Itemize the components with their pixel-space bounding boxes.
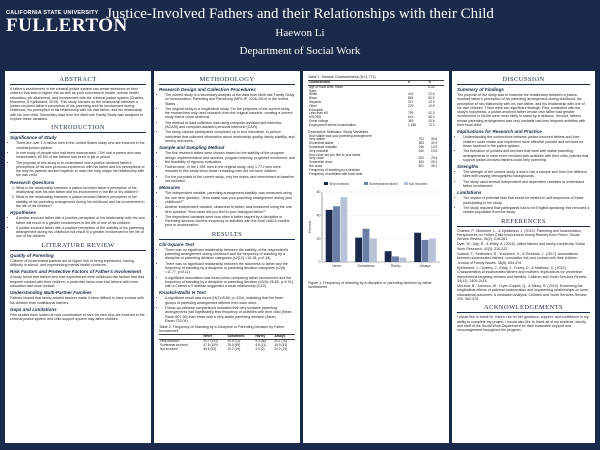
- table-cell: 18.9 (43): [274, 342, 288, 347]
- table-cell: 20.8: [428, 118, 435, 123]
- table-header-cell: Characteristic: [308, 81, 407, 86]
- table-cell: 240: [418, 148, 424, 153]
- list-item: 1. What is the relationship between a justice-involved father's perception of his relationship with his own father and his involvement in the life of his children?: [16, 186, 146, 195]
- method-list-2: [159, 151, 295, 183]
- list-item: • The method of data collection was using computer-assisted self-interview (ACASI) and computer-assisted personal interview (CAPI).: [165, 121, 295, 130]
- bar-chart: [308, 178, 444, 274]
- reference-item: Kjellstrand, J., Cearley, J., Eddy, J., Foney, D., & Martinez, C. (2012). Characteristics of incarcerated fathers and mothers: Implications for preventive interventions targeting children and families. Children and Youth Services Review, 34(12), 2409-2415.: [457, 265, 587, 283]
- method-sub2: Sample and Sampling Method: [159, 145, 225, 151]
- bar: [363, 229, 370, 262]
- table-cell: 45.2: [431, 163, 438, 168]
- legend-swatch: [324, 182, 328, 185]
- table-cell: Somewhat involved: [160, 342, 188, 347]
- table-cell: 401: [408, 92, 414, 97]
- table-cell: 12.9: [428, 103, 435, 108]
- table-cell: Employment before incarceration: [309, 122, 356, 127]
- bar: [370, 239, 377, 263]
- lit-sub4: Gaps and Limitations: [10, 306, 57, 312]
- table-cell: [430, 173, 444, 177]
- results-list-1: [159, 248, 295, 289]
- list-item: • The original study is a longitudinal study. For the purposes of the current study the researchers only used research from the original baseline, creating a current study that is cross-sectional.: [165, 107, 295, 120]
- table-cell: 50.5: [428, 96, 435, 101]
- legend-label: Somewhat involved: [369, 182, 398, 187]
- table-header-cell: Rarely: [254, 335, 273, 340]
- list-item: • Another independent variable, closeness to father, was measured using the one item question "How close did you feel to your biological father?": [165, 205, 295, 214]
- methodology-heading: METHODOLOGY: [159, 76, 295, 85]
- list-item: • The current study is a secondary analysis of the data from Multi-site Family Study on Incarceration, Parenting and Partnering (MFS-IP, 2008-2014) in the United States.: [165, 93, 295, 106]
- list-item: • There was no significant relationship between the closeness to father and the frequency of standing by a discipline or parenting decision categories (x2(8) =11.77, p=0.11).: [165, 262, 295, 275]
- y-tick-label: 0: [318, 260, 321, 265]
- disc-p1: The purpose of the study was to examine the relationship between a justice-involved father's perception of his parenting arrangement during childhood, his perception of his relationship with his own father, and his relationship with one of his own children. There were two significant findings. First, consistent with the study's hypothesis, a justice-involved father whose own father had greater involvement in his life were more likely to stand by a decision. Second, fathers whose parenting arrangement was very unstable had less frequent activities with their focal child.: [457, 93, 586, 128]
- lit-p1: Children of incarcerated parents are at higher risk of being imprisoned, having difficulty in school, and experiencing mental health concerns.: [10, 258, 134, 268]
- table-cell: 583: [418, 141, 424, 146]
- list-item: • The study required that participants had to be English-speaking; this removed a certain population from the study.: [463, 206, 590, 215]
- disc-sub1: Summary of Findings: [457, 87, 504, 92]
- bar: [355, 238, 362, 262]
- table-cell: Somewhat stable: [309, 141, 334, 146]
- table-cell: Very close: [309, 156, 324, 161]
- table-cell: 1,245: [408, 122, 417, 127]
- lit-p4: Few studies have looked at how coordination of care for men who are involved in the criminal justice system and child support system may affect children.: [10, 312, 145, 322]
- results-table-caption: Table 2: Frequency of Standing by a Discipline or Parenting Decision by Father Involvement: [159, 325, 285, 334]
- bar: [333, 207, 340, 263]
- abstract-text: A father's involvement in the criminal justice system can create stressors on their children that lead to higher risk as well as poor outcomes in health, mental health, education, job attainment, and involvement with the criminal justice system (Charles, Muentner, & Kjellstrand, 2019). This study focuses on the relationship between a justice-involved father's perception of his parenting and his involvement during childhood, his perception of his relationship with his own father, and his relationship with his own child. Secondary data from the Multi-site Family Study was analyzed to explore these variables.: [10, 87, 145, 122]
- table-cell: Race: [309, 88, 317, 93]
- bar: [429, 239, 436, 263]
- introduction-heading: INTRODUCTION: [10, 124, 146, 133]
- list-item: • The study used several independent and dependent variables to understand father involvement.: [463, 180, 590, 189]
- y-tick-label: 60: [316, 190, 321, 195]
- figure-1: [308, 178, 444, 289]
- table-cell: White: [309, 92, 318, 97]
- list-item: • The study capture participants completed up to four interviews, in-person interviews that collected information about relationship quality, family stability, and reentry outcomes.: [165, 130, 295, 143]
- list-item: • A significant association was found when comparing father involvement and the frequency of standing by a discipline or parenting decision (x2(8)=26.85, p=0.01), with a Cramer's V statistic suggested a weak relationship (0.10).: [165, 276, 295, 289]
- table-cell: Some college: [309, 118, 329, 123]
- table-header-cell: Always: [273, 335, 295, 340]
- table-row: [159, 348, 295, 352]
- table-header-cell: Never: [202, 335, 226, 340]
- legend-swatch: [404, 182, 408, 185]
- table-cell: 36.3: [428, 115, 435, 120]
- reference-item: Dyer, W., Day, R., & Wiley, A. (2018). Jailed fathers and family complexity. Social Work Research, 42(3), 210-222.: [457, 242, 586, 251]
- reference-item: McLeod, B., Johnson, W., Cryer-Coupet, Q., & Mincy, R. (2019). Examining the longitudinal effects of paternal incarceration and coparenting relationships on sons' educational outcomes: A mediation analysis. Children and Youth Services Review, 100, 362-375.: [457, 284, 589, 301]
- table-cell: 702: [418, 137, 424, 142]
- table-cell: Hispanic: [309, 99, 322, 104]
- table-cell: Frequency of standing by a decision: [309, 167, 361, 172]
- lit-sub1: Quality of Parenting: [10, 252, 54, 258]
- discussion-heading: DISCUSSION: [457, 76, 590, 85]
- poster-author: Haewon Li: [275, 27, 325, 39]
- table-cell: 42.9: [428, 111, 435, 116]
- table-cell: Somewhat close: [309, 160, 333, 165]
- table-row: [308, 124, 444, 128]
- poster-title: Justice-Involved Fathers and their Relationships with their Child: [106, 6, 494, 22]
- reference-item: Charles, P., Muentner, L., & Kjellstrand, J. (2019). Parenting and incarceration: Perspectives on Father-Child Involvement during Reentry from Prison. Social Service Review, 93(2), 218-261.: [457, 228, 582, 242]
- bar: [399, 258, 406, 263]
- acknowledgements-text: I would like to thank Dr. Karen Lee for her guidance, support, and confidence in my ability to complete my project. I would also like to thank all of my students, faculty, and staff of the Social Work Department for their invaluable support and encouragement throughout the program.: [457, 315, 589, 333]
- table-cell: Very stable: [309, 137, 325, 142]
- y-tick-label: 20: [316, 237, 321, 242]
- chart-title: Figure 1. Frequency of standing by a discipline or parenting decision by father involvement: [308, 281, 432, 290]
- x-tick-label: Rarely: [390, 264, 401, 269]
- table-cell: Not close: [309, 163, 323, 168]
- lit-sub2: Risk Factors and Protective Factors of Father's Involvement: [10, 269, 142, 275]
- table-cell: Age of focal child, mean: [309, 84, 344, 89]
- list-item: • Follow-up pairwise comparisons indicated that very unstable parenting arrangements had significantly less frequency of activities with their child (Mean Rank=607.96) than those with a very stable parenting decision (Mean Rank=733.04).: [165, 306, 295, 323]
- table-cell: 4.8 (11): [255, 342, 267, 347]
- table-cell: Black: [309, 96, 317, 101]
- list-item: • In one study of people who had been incarcerated, 74% had a parent who was incarcerated; 60.5% of the fathers had been in jail or prison.: [16, 151, 146, 160]
- research-questions-subheading: Research Questions: [10, 179, 55, 185]
- results-table: [159, 334, 295, 351]
- list-item: • The dependent variables were how often a father stayed by a discipline or Parenting decision and the frequency of activities with the focal child 6 months prior to incarceration.: [165, 215, 295, 228]
- table-cell: 55.6 (52): [203, 346, 217, 351]
- table-cell: 13.9: [431, 144, 438, 149]
- method-sub3: Measures: [159, 185, 181, 191]
- table-cell: 643: [408, 115, 414, 120]
- table-cell: 9.3 (60): [255, 338, 267, 343]
- table-cell: 246: [418, 144, 424, 149]
- table-cell: 70.3: [428, 122, 435, 127]
- results-heading: RESULTS: [159, 231, 295, 240]
- table-cell: 759: [408, 111, 414, 116]
- table-cell: [418, 173, 430, 177]
- references-heading: REFERENCES: [457, 218, 590, 227]
- acknowledgements-heading: ACKNOWLEDGEMENTS: [457, 304, 590, 313]
- table1-caption: Table 1: Sample Characteristics (N=1,771): [308, 75, 376, 79]
- table-cell: 29.4: [431, 156, 438, 161]
- bar: [340, 197, 347, 262]
- table-cell: 44.7 (124): [203, 338, 218, 343]
- bar: [422, 240, 429, 262]
- table-cell: 22.6: [428, 92, 435, 97]
- list-item: • There was no significant relationship between the stability of the respondent's parenting arrangement during childhood and the frequency of standing by a discipline or parenting decision categories (x2(12) =16.18, p=0.18).: [165, 248, 295, 261]
- table-cell: Very unstable: [309, 148, 329, 153]
- table-cell: Very involved: [160, 338, 179, 343]
- column-3: [303, 71, 449, 443]
- lit-p3: Fathers shared that family-related barriers made it more difficult to have contact with his children than institutional barriers.: [10, 296, 144, 305]
- list-item: • There are over 1.5 million men in the United States today who are involved in the criminal justice system.: [16, 141, 146, 150]
- table-cell: 47.8 (109): [203, 342, 218, 347]
- disc-list-2: [457, 135, 590, 162]
- disc-list-4: [457, 196, 590, 214]
- x-tick-label: Sometimes: [357, 264, 376, 269]
- method-list-1: [159, 93, 295, 143]
- list-item: • A justice-involved father with a positive perception of the stability of his parenting arrangement during his childhood will result in a greater involvement in the life of one of his children.: [16, 226, 146, 239]
- table1: [308, 80, 444, 128]
- bar: [392, 257, 399, 263]
- bar: [326, 210, 333, 262]
- table-cell: HS/GED: [309, 115, 322, 120]
- list-item: • A justice-involved father with a positive perception of his relationship with his own father will result in a greater involvement in the life of one of his children.: [16, 216, 146, 225]
- table-row: [308, 173, 444, 177]
- hypotheses-list: [10, 216, 146, 238]
- table-cell: 8.05: [428, 84, 435, 89]
- table-cell: 25.1 (76): [274, 338, 288, 343]
- bar: [385, 251, 392, 262]
- poster-department: Department of Social Work: [239, 45, 361, 57]
- table-cell: Frequency of activities with focal child: [309, 171, 363, 176]
- table-cell: 20.2 (19): [227, 346, 241, 351]
- column-2: [154, 71, 300, 443]
- list-item: • The purpose of this study is to understand how a justice-involved father's perceptions of his own personal experience with his father and his perceptions of the way his parents worked together to raise him help shape his relationship with his own child.: [16, 161, 146, 178]
- poster-header: [0, 0, 600, 68]
- table1b: [308, 135, 444, 177]
- list-item: • For the purposes of the current study, only the males who interviewed at baseline are included.: [165, 175, 295, 184]
- y-axis-label: Percent: [308, 221, 312, 234]
- x-tick-label: Always: [419, 264, 431, 269]
- table-header-cell: Sometimes: [227, 335, 255, 340]
- table-cell: Less than HS: [309, 111, 329, 116]
- table-cell: Not involved: [160, 346, 178, 351]
- table-cell: 894: [408, 96, 414, 101]
- table-header-cell: %: [427, 81, 444, 86]
- disc-sub2: Implications for Research and Practice: [457, 129, 542, 135]
- table-cell: 28.5 (65): [227, 342, 241, 347]
- list-item: • The strength of the current study is that it has a sample size from five different sites with varying demographic backgrounds.: [463, 170, 590, 179]
- abstract-heading: ABSTRACT: [10, 76, 146, 85]
- table-cell: Other: [309, 103, 317, 108]
- legend-swatch: [364, 182, 368, 185]
- lit-sub3: Understanding Multi-Partner Families: [10, 290, 92, 296]
- list-item: • A significant result was found (H(2)=8.68, p=.034), indicating that the three groups of parenting arrangement differed from each other.: [165, 296, 295, 305]
- table-cell: 25.4: [431, 160, 438, 165]
- hypotheses-subheading: Hypotheses: [10, 210, 37, 216]
- table-cell: How close did you feel to your father: [309, 152, 361, 157]
- results-sub2: Kruskal-Wallis H Test: [159, 290, 206, 296]
- bar: [414, 233, 421, 262]
- reference-item: Galardi, T., Settersten, R., Vuchinich, S., & Richards, L. (2017). Associations between incarcerated fathers' cumulative risk and contact with their children. Journal of Family Issues, 38(5), 654-676.: [457, 252, 579, 265]
- disc-list-3: [457, 170, 590, 188]
- x-tick-label: Never: [332, 264, 342, 269]
- logo-line2: FULLERTON: [6, 15, 128, 36]
- column-4: [452, 71, 595, 443]
- table-cell: 32.9: [431, 141, 438, 146]
- table-cell: 3.9 (2): [255, 346, 265, 351]
- literature-heading: LITERATURE REVIEW: [10, 242, 146, 251]
- y-tick-label: 40: [316, 213, 321, 218]
- legend-label: Very involved: [329, 182, 349, 187]
- list-item: • The impact of potential bias that would be related to self-responses of those participating in the study.: [463, 196, 590, 205]
- table-cell: 369: [408, 118, 414, 123]
- column-1: [5, 71, 151, 443]
- list-item: • Understanding the connections between justice-involved fathers and their children could create and implement more effective policies and services for those involved in the justice system.: [463, 135, 590, 148]
- method-list-3: [159, 191, 295, 227]
- table-cell: 801: [418, 163, 424, 168]
- disc-sub3: Strengths: [457, 164, 479, 170]
- table-cell: Somewhat unstable: [309, 144, 337, 149]
- disc-sub4: Limitations: [457, 190, 482, 196]
- table-cell: Education: [309, 107, 324, 112]
- list-item: • The formation of policies and services that work with stable parenting arrangements or were more involved with activities with their child; policies that support justice-involved fathers could help parenting.: [463, 149, 590, 162]
- table-cell: 13.9: [428, 99, 435, 104]
- list-item: • The five research states were chosen based on the stability of the program design, implementation and services, program intensity, projected enrollment, and the feasibility of rigorous evaluation.: [165, 151, 295, 164]
- results-list-2: [159, 296, 295, 323]
- research-questions-list: [10, 186, 146, 208]
- table-header-cell: n: [407, 81, 427, 86]
- table-cell: 247: [408, 99, 414, 104]
- significance-list: [10, 141, 146, 177]
- significance-subheading: Significance of Study: [10, 135, 57, 141]
- table-cell: 520: [418, 156, 424, 161]
- list-item: 2. What is the relationship between a justice-involved father's perception of the stability of his parenting arrangement during his childhood and his involvement in the life of his children?: [16, 195, 146, 208]
- results-sub1: Chi-Square Test: [159, 241, 195, 247]
- list-item: • Furthermore, of the 1,991 men in the original study, only 1,771 men were included in this study since those remaining men did not have children.: [165, 165, 295, 174]
- table-cell: 39.6: [431, 137, 438, 142]
- table-cell: 450: [418, 160, 424, 165]
- table-cell: 229: [408, 103, 414, 108]
- table-cell: How stable was your parenting arrangement: [309, 133, 372, 138]
- list-item: • The independent variable, parenting arrangement stability, was measured using the one item question, "How stable was your parenting arrangement during your childhood?": [165, 191, 295, 204]
- legend-label: Not involved: [409, 182, 428, 187]
- method-sub1: Research Design and Collection Procedures: [159, 87, 256, 92]
- table1b-caption: Descriptive Statistics: Study Variables: [308, 129, 369, 134]
- lit-p2: A study found that fathers who had experienced more childhood risk factors had less frequent contact with their children; a protective factor was that fathers with more education had more contact.: [10, 275, 145, 288]
- table-cell: 13.6: [431, 148, 438, 153]
- table-cell: 20.2 (19): [274, 346, 288, 351]
- logo-line1: CALIFORNIA STATE UNIVERSITY: [6, 10, 99, 16]
- table-cell: 20.9 (73): [227, 338, 241, 343]
